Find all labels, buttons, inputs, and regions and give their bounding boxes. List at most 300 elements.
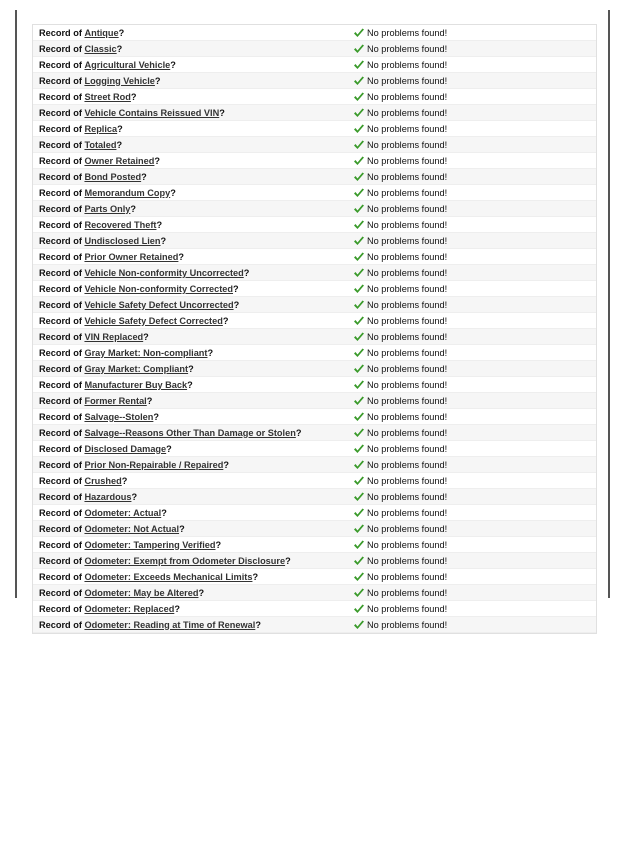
- record-prefix: Record of: [39, 283, 82, 294]
- table-row: [33, 249, 596, 265]
- record-suffix: ?: [143, 331, 149, 342]
- record-status: [353, 108, 447, 118]
- record-status: [353, 188, 447, 198]
- record-prefix: Record of: [39, 411, 82, 422]
- check-icon: [353, 316, 365, 326]
- record-status: [353, 284, 447, 294]
- table-row: [33, 537, 596, 553]
- record-status: [353, 364, 447, 374]
- record-prefix: Record of: [39, 123, 82, 134]
- check-icon: [353, 204, 365, 214]
- check-icon: [353, 124, 365, 134]
- check-icon: [353, 412, 365, 422]
- check-icon: [353, 188, 365, 198]
- record-suffix: ?: [117, 123, 123, 134]
- check-icon: [353, 44, 365, 54]
- table-row: [33, 153, 596, 169]
- status-text: No problems found!: [367, 107, 448, 118]
- status-text: No problems found!: [367, 59, 448, 70]
- record-status: [353, 572, 447, 582]
- record-status: [353, 316, 447, 326]
- table-row: [33, 601, 596, 617]
- record-label: [33, 44, 353, 54]
- record-suffix: ?: [252, 571, 259, 582]
- check-icon: [353, 428, 365, 438]
- record-link[interactable]: Street Rod: [84, 91, 131, 102]
- record-suffix: ?: [187, 379, 193, 390]
- record-prefix: Record of: [39, 235, 82, 246]
- record-prefix: Record of: [39, 507, 82, 518]
- status-text: No problems found!: [367, 139, 448, 150]
- record-label: [33, 588, 353, 598]
- record-prefix: Record of: [39, 347, 82, 358]
- record-link[interactable]: Parts Only: [84, 203, 131, 214]
- check-icon: [353, 508, 365, 518]
- record-status: [353, 332, 447, 342]
- record-status: [353, 508, 447, 518]
- record-suffix: ?: [295, 427, 302, 438]
- record-suffix: ?: [243, 267, 250, 278]
- record-status: [353, 140, 447, 150]
- check-icon: [353, 284, 365, 294]
- record-link[interactable]: Prior Owner Retained: [84, 251, 179, 262]
- status-text: No problems found!: [367, 507, 448, 518]
- record-prefix: Record of: [39, 171, 82, 182]
- status-text: No problems found!: [367, 363, 448, 374]
- record-prefix: Record of: [39, 299, 82, 310]
- record-label: [33, 412, 353, 422]
- record-link[interactable]: Odometer: May be Altered: [84, 587, 199, 598]
- record-status: [353, 76, 447, 86]
- record-link[interactable]: Prior Non-Repairable / Repaired: [84, 459, 224, 470]
- table-row: [33, 489, 596, 505]
- status-text: No problems found!: [367, 587, 448, 598]
- record-status: [353, 412, 447, 422]
- record-link[interactable]: Odometer: Tampering Verified: [84, 539, 216, 550]
- record-prefix: Record of: [39, 523, 82, 534]
- table-row: [33, 57, 596, 73]
- record-link[interactable]: Odometer: Exceeds Mechanical Limits: [84, 571, 253, 582]
- record-prefix: Record of: [39, 267, 82, 278]
- status-text: No problems found!: [367, 523, 448, 534]
- check-icon: [353, 236, 365, 246]
- record-status: [353, 428, 447, 438]
- status-text: No problems found!: [367, 379, 448, 390]
- status-text: No problems found!: [367, 171, 448, 182]
- record-label: [33, 140, 353, 150]
- record-label: [33, 396, 353, 406]
- record-status: [353, 396, 447, 406]
- status-text: No problems found!: [367, 347, 448, 358]
- record-prefix: Record of: [39, 619, 82, 630]
- record-label: [33, 604, 353, 614]
- record-link[interactable]: Salvage--Reasons Other Than Damage or Stolen: [84, 427, 296, 438]
- record-status: [353, 540, 447, 550]
- record-status: [353, 236, 447, 246]
- record-status: [353, 620, 447, 630]
- record-label: [33, 108, 353, 118]
- record-status: [353, 156, 447, 166]
- record-link[interactable]: Vehicle Contains Reissued VIN: [84, 107, 220, 118]
- table-row: [33, 217, 596, 233]
- status-text: No problems found!: [367, 155, 448, 166]
- record-suffix: ?: [170, 59, 176, 70]
- record-suffix: ?: [130, 91, 137, 102]
- record-label: [33, 236, 353, 246]
- record-label: [33, 476, 353, 486]
- record-status: [353, 172, 447, 182]
- record-suffix: ?: [285, 555, 291, 566]
- status-text: No problems found!: [367, 91, 448, 102]
- record-label: [33, 92, 353, 102]
- record-link[interactable]: Odometer: Not Actual: [84, 523, 180, 534]
- record-prefix: Record of: [39, 443, 82, 454]
- status-text: No problems found!: [367, 491, 448, 502]
- table-row: [33, 585, 596, 601]
- record-link[interactable]: Crushed: [84, 475, 122, 486]
- record-suffix: ?: [130, 203, 137, 214]
- record-label: [33, 620, 353, 630]
- record-prefix: Record of: [39, 107, 82, 118]
- check-icon: [353, 92, 365, 102]
- record-prefix: Record of: [39, 155, 82, 166]
- record-link[interactable]: Owner Retained: [84, 155, 155, 166]
- record-status: [353, 380, 447, 390]
- record-suffix: ?: [121, 475, 128, 486]
- record-label: [33, 204, 353, 214]
- record-label: [33, 572, 353, 582]
- record-status: [353, 124, 447, 134]
- record-suffix: ?: [219, 107, 225, 118]
- record-link[interactable]: Odometer: Reading at Time of Renewal: [84, 619, 256, 630]
- record-prefix: Record of: [39, 603, 82, 614]
- record-prefix: Record of: [39, 475, 82, 486]
- record-label: [33, 188, 353, 198]
- check-icon: [353, 604, 365, 614]
- records-table: [32, 24, 597, 634]
- record-suffix: ?: [146, 395, 153, 406]
- record-label: [33, 492, 353, 502]
- record-suffix: ?: [255, 619, 261, 630]
- record-prefix: Record of: [39, 379, 82, 390]
- check-icon: [353, 524, 365, 534]
- record-label: [33, 124, 353, 134]
- record-label: [33, 220, 353, 230]
- record-link[interactable]: VIN Replaced: [84, 331, 144, 342]
- record-link[interactable]: Replica: [84, 123, 118, 134]
- record-link[interactable]: Gray Market: Non-compliant: [84, 347, 208, 358]
- record-status: [353, 604, 447, 614]
- record-label: [33, 508, 353, 518]
- record-prefix: Record of: [39, 75, 82, 86]
- table-row: [33, 425, 596, 441]
- record-prefix: Record of: [39, 139, 82, 150]
- record-status: [353, 460, 447, 470]
- status-text: No problems found!: [367, 571, 448, 582]
- check-icon: [353, 460, 365, 470]
- record-status: [353, 268, 447, 278]
- record-status: [353, 28, 447, 38]
- table-row: [33, 553, 596, 569]
- check-icon: [353, 220, 365, 230]
- table-row: [33, 89, 596, 105]
- status-text: No problems found!: [367, 619, 448, 630]
- status-text: No problems found!: [367, 299, 448, 310]
- table-row: [33, 377, 596, 393]
- record-suffix: ?: [207, 347, 214, 358]
- record-link[interactable]: Undisclosed Lien: [84, 235, 161, 246]
- status-text: No problems found!: [367, 123, 448, 134]
- record-link[interactable]: Manufacturer Buy Back: [84, 379, 188, 390]
- record-prefix: Record of: [39, 331, 82, 342]
- status-text: No problems found!: [367, 43, 448, 54]
- status-text: No problems found!: [367, 443, 448, 454]
- check-icon: [353, 76, 365, 86]
- record-link[interactable]: Hazardous: [84, 491, 132, 502]
- record-label: [33, 444, 353, 454]
- record-label: [33, 348, 353, 358]
- record-suffix: ?: [188, 363, 194, 374]
- record-suffix: ?: [153, 411, 160, 422]
- record-link[interactable]: Recovered Theft: [84, 219, 157, 230]
- record-label: [33, 28, 353, 38]
- status-text: No problems found!: [367, 27, 448, 38]
- table-row: [33, 457, 596, 473]
- check-icon: [353, 588, 365, 598]
- table-row: [33, 329, 596, 345]
- record-suffix: ?: [233, 283, 239, 294]
- record-label: [33, 316, 353, 326]
- table-row: [33, 41, 596, 57]
- record-link[interactable]: Former Rental: [84, 395, 147, 406]
- check-icon: [353, 156, 365, 166]
- record-link[interactable]: Vehicle Safety Defect Uncorrected: [84, 299, 234, 310]
- record-prefix: Record of: [39, 539, 82, 550]
- record-prefix: Record of: [39, 187, 82, 198]
- record-prefix: Record of: [39, 43, 82, 54]
- table-row: [33, 25, 596, 41]
- record-prefix: Record of: [39, 555, 82, 566]
- record-link[interactable]: Salvage--Stolen: [84, 411, 154, 422]
- record-label: [33, 428, 353, 438]
- status-text: No problems found!: [367, 555, 448, 566]
- record-link[interactable]: Bond Posted: [84, 171, 142, 182]
- table-row: [33, 201, 596, 217]
- record-prefix: Record of: [39, 571, 82, 582]
- record-label: [33, 524, 353, 534]
- check-icon: [353, 300, 365, 310]
- status-text: No problems found!: [367, 427, 448, 438]
- record-suffix: ?: [131, 491, 138, 502]
- table-row: [33, 73, 596, 89]
- table-row: [33, 169, 596, 185]
- status-text: No problems found!: [367, 603, 448, 614]
- table-row: [33, 265, 596, 281]
- record-link[interactable]: Vehicle Non-conformity Uncorrected: [84, 267, 244, 278]
- check-icon: [353, 540, 365, 550]
- check-icon: [353, 252, 365, 262]
- record-label: [33, 380, 353, 390]
- status-text: No problems found!: [367, 331, 448, 342]
- record-suffix: ?: [223, 459, 229, 470]
- table-row: [33, 233, 596, 249]
- record-status: [353, 252, 447, 262]
- status-text: No problems found!: [367, 203, 448, 214]
- record-label: [33, 300, 353, 310]
- record-label: [33, 268, 353, 278]
- record-status: [353, 492, 447, 502]
- record-link[interactable]: Gray Market: Compliant: [84, 363, 189, 374]
- record-prefix: Record of: [39, 27, 82, 38]
- check-icon: [353, 556, 365, 566]
- check-icon: [353, 140, 365, 150]
- record-status: [353, 524, 447, 534]
- record-link[interactable]: Vehicle Safety Defect Corrected: [84, 315, 223, 326]
- record-link[interactable]: Odometer: Actual: [84, 507, 162, 518]
- record-suffix: ?: [166, 443, 172, 454]
- record-link[interactable]: Odometer: Exempt from Odometer Disclosure: [84, 555, 286, 566]
- record-link[interactable]: Logging Vehicle: [84, 75, 155, 86]
- check-icon: [353, 380, 365, 390]
- record-suffix: ?: [116, 139, 123, 150]
- record-suffix: ?: [222, 315, 229, 326]
- table-row: [33, 361, 596, 377]
- record-suffix: ?: [154, 155, 161, 166]
- status-text: No problems found!: [367, 459, 448, 470]
- check-icon: [353, 348, 365, 358]
- table-row: [33, 105, 596, 121]
- check-icon: [353, 572, 365, 582]
- record-prefix: Record of: [39, 219, 82, 230]
- record-suffix: ?: [170, 187, 176, 198]
- record-link[interactable]: Classic: [84, 43, 117, 54]
- record-status: [353, 444, 447, 454]
- record-status: [353, 588, 447, 598]
- check-icon: [353, 60, 365, 70]
- status-text: No problems found!: [367, 187, 448, 198]
- record-label: [33, 460, 353, 470]
- record-prefix: Record of: [39, 427, 82, 438]
- status-text: No problems found!: [367, 411, 448, 422]
- record-prefix: Record of: [39, 459, 82, 470]
- record-label: [33, 172, 353, 182]
- record-label: [33, 60, 353, 70]
- record-link[interactable]: Agricultural Vehicle: [84, 59, 171, 70]
- record-link[interactable]: Vehicle Non-conformity Corrected: [84, 283, 234, 294]
- record-label: [33, 252, 353, 262]
- table-row: [33, 441, 596, 457]
- check-icon: [353, 492, 365, 502]
- record-prefix: Record of: [39, 251, 82, 262]
- record-suffix: ?: [233, 299, 240, 310]
- status-text: No problems found!: [367, 475, 448, 486]
- check-icon: [353, 476, 365, 486]
- table-row: [33, 297, 596, 313]
- record-prefix: Record of: [39, 363, 82, 374]
- check-icon: [353, 396, 365, 406]
- record-status: [353, 220, 447, 230]
- record-suffix: ?: [178, 251, 185, 262]
- record-suffix: ?: [179, 523, 185, 534]
- record-status: [353, 348, 447, 358]
- record-status: [353, 92, 447, 102]
- table-row: [33, 521, 596, 537]
- report-frame: [15, 10, 610, 630]
- record-suffix: ?: [156, 219, 163, 230]
- record-label: [33, 556, 353, 566]
- record-status: [353, 44, 447, 54]
- table-row: [33, 409, 596, 425]
- status-text: No problems found!: [367, 315, 448, 326]
- record-prefix: Record of: [39, 91, 82, 102]
- record-status: [353, 60, 447, 70]
- check-icon: [353, 332, 365, 342]
- record-status: [353, 476, 447, 486]
- record-status: [353, 556, 447, 566]
- record-suffix: ?: [161, 507, 167, 518]
- table-row: [33, 473, 596, 489]
- status-text: No problems found!: [367, 267, 448, 278]
- status-text: No problems found!: [367, 219, 448, 230]
- table-row: [33, 617, 596, 633]
- record-prefix: Record of: [39, 315, 82, 326]
- record-link[interactable]: Totaled: [84, 139, 117, 150]
- check-icon: [353, 444, 365, 454]
- table-row: [33, 345, 596, 361]
- table-row: [33, 281, 596, 297]
- record-status: [353, 204, 447, 214]
- record-suffix: ?: [215, 539, 222, 550]
- check-icon: [353, 172, 365, 182]
- check-icon: [353, 268, 365, 278]
- record-link[interactable]: Antique: [84, 27, 119, 38]
- record-label: [33, 76, 353, 86]
- record-link[interactable]: Odometer: Replaced: [84, 603, 175, 614]
- record-suffix: ?: [116, 43, 123, 54]
- record-status: [353, 300, 447, 310]
- record-label: [33, 364, 353, 374]
- table-row: [33, 569, 596, 585]
- status-text: No problems found!: [367, 251, 448, 262]
- status-text: No problems found!: [367, 75, 448, 86]
- record-suffix: ?: [198, 587, 205, 598]
- record-label: [33, 540, 353, 550]
- record-prefix: Record of: [39, 587, 82, 598]
- record-label: [33, 284, 353, 294]
- record-suffix: ?: [154, 75, 161, 86]
- record-link[interactable]: Disclosed Damage: [84, 443, 167, 454]
- record-prefix: Record of: [39, 59, 82, 70]
- record-suffix: ?: [141, 171, 147, 182]
- check-icon: [353, 108, 365, 118]
- status-text: No problems found!: [367, 395, 448, 406]
- record-suffix: ?: [174, 603, 180, 614]
- record-prefix: Record of: [39, 395, 82, 406]
- table-row: [33, 505, 596, 521]
- check-icon: [353, 620, 365, 630]
- record-label: [33, 156, 353, 166]
- record-suffix: ?: [118, 27, 125, 38]
- check-icon: [353, 28, 365, 38]
- record-suffix: ?: [160, 235, 167, 246]
- status-text: No problems found!: [367, 283, 448, 294]
- table-row: [33, 185, 596, 201]
- record-prefix: Record of: [39, 491, 82, 502]
- record-link[interactable]: Memorandum Copy: [84, 187, 171, 198]
- status-text: No problems found!: [367, 235, 448, 246]
- record-prefix: Record of: [39, 203, 82, 214]
- check-icon: [353, 364, 365, 374]
